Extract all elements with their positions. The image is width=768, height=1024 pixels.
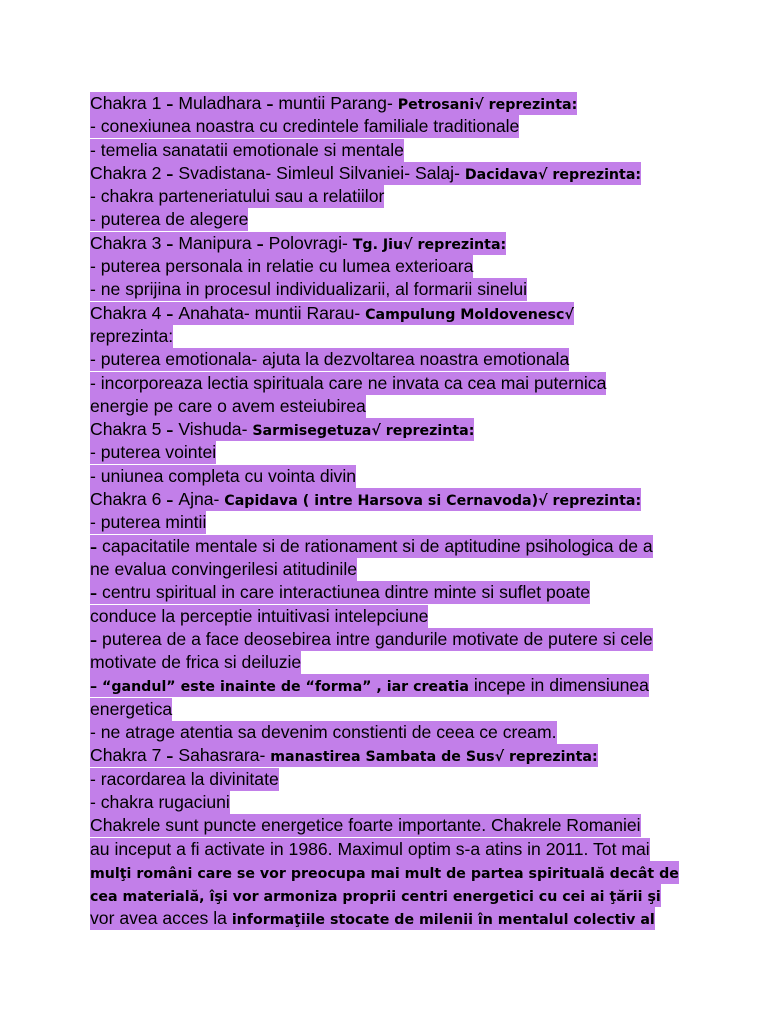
doc-line: [90, 628, 690, 651]
doc-line: [90, 744, 690, 767]
line-highlight: Chakra 6 – Ajna- Capidava ( intre Harsova si Cernavoda)√ reprezinta:: [90, 489, 642, 510]
line-highlight: - chakra parteneriatului sau a relatiilor: [90, 186, 385, 207]
line-highlight: reprezinta:: [90, 325, 174, 346]
line-highlight: conduce la perceptie intuitivasi intelepciune: [90, 605, 429, 626]
doc-line: [90, 651, 690, 674]
line-highlight: cea materială, îşi vor armoniza proprii centri energetici cu cei ai ţării şi: [90, 884, 661, 907]
line-highlight: - incorporeaza lectia spirituala care ne invata ca cea mai puternica: [90, 372, 607, 393]
line-highlight: - puterea mintii: [90, 512, 207, 533]
line-highlight: – puterea de a face deosebirea intre gandurile motivate de putere si cele: [90, 628, 653, 649]
doc-line: [90, 278, 690, 301]
line-highlight: - ne atrage atentia sa devenim constienti de ceea ce cream.: [90, 722, 557, 743]
doc-line: [90, 372, 690, 395]
doc-line: [90, 185, 690, 208]
line-highlight: - racordarea la divinitate: [90, 768, 279, 789]
doc-line: [90, 791, 690, 814]
line-highlight: – centru spiritual in care interactiunea dintre minte si suflet poate: [90, 582, 591, 603]
line-highlight: vor avea acces la informaţiile stocate de milenii în mentalul colectiv al: [90, 908, 655, 929]
doc-line: [90, 907, 690, 930]
doc-line: [90, 302, 690, 325]
doc-line: [90, 418, 690, 441]
doc-line: [90, 115, 690, 138]
line-highlight: - uniunea completa cu vointa divin: [90, 465, 357, 486]
line-highlight: energie pe care o avem esteiubirea: [90, 395, 366, 416]
line-highlight: mulţi români care se vor preocupa mai mult de partea spirituală decât de: [90, 861, 679, 884]
doc-line: [90, 861, 690, 884]
doc-line: [90, 674, 690, 697]
doc-line: [90, 255, 690, 278]
line-highlight: motivate de frica si deiluzie: [90, 652, 302, 673]
doc-line: [90, 465, 690, 488]
doc-line: [90, 605, 690, 628]
doc-line: [90, 208, 690, 231]
line-highlight: - puterea vointei: [90, 442, 217, 463]
doc-line: [90, 162, 690, 185]
line-highlight: ne evalua convingerilesi atitudinile: [90, 558, 358, 579]
doc-line: [90, 139, 690, 162]
doc-line: [90, 768, 690, 791]
doc-line: [90, 325, 690, 348]
line-highlight: - ne sprijina in procesul individualizarii, al formarii sinelui: [90, 279, 528, 300]
line-highlight: - puterea personala in relatie cu lumea exterioara: [90, 256, 474, 277]
line-highlight: Chakra 7 – Sahasrara- manastirea Sambata de Sus√ reprezinta:: [90, 745, 598, 766]
line-highlight: - chakra rugaciuni: [90, 791, 230, 812]
doc-line: [90, 535, 690, 558]
document-body: [90, 92, 690, 931]
line-highlight: – “gandul” este inainte de “forma” , iar creatia incepe in dimensiunea: [90, 675, 649, 696]
doc-line: [90, 441, 690, 464]
line-highlight: energetica: [90, 698, 173, 719]
doc-line: [90, 232, 690, 255]
line-highlight: - conexiunea noastra cu credintele familiale traditionale: [90, 116, 520, 137]
line-highlight: Chakra 4 – Anahata- muntii Rarau- Campulung Moldovenesc√: [90, 302, 574, 323]
doc-line: [90, 838, 690, 861]
doc-line: [90, 884, 690, 907]
line-highlight: Chakra 5 – Vishuda- Sarmisegetuza√ reprezinta:: [90, 419, 475, 440]
doc-line: [90, 395, 690, 418]
doc-line: [90, 488, 690, 511]
line-highlight: - puterea emotionala- ajuta la dezvoltarea noastra emotionala: [90, 349, 570, 370]
doc-line: [90, 348, 690, 371]
doc-line: [90, 92, 690, 115]
line-highlight: - puterea de alegere: [90, 209, 249, 230]
doc-line: [90, 698, 690, 721]
line-highlight: Chakra 1 – Muladhara – muntii Parang- Petrosani√ reprezinta:: [90, 93, 578, 113]
line-highlight: Chakra 3 – Manipura – Polovragi- Tg. Jiu√ reprezinta:: [90, 232, 507, 253]
line-highlight: au inceput a fi activate in 1986. Maximul optim s-a atins in 2011. Tot mai: [90, 838, 650, 859]
line-highlight: Chakra 2 – Svadistana- Simleul Silvaniei- Salaj- Dacidava√ reprezinta:: [90, 162, 642, 183]
line-highlight: – capacitatile mentale si de rationament si de aptitudine psihologica de a: [90, 535, 653, 556]
doc-line: [90, 558, 690, 581]
doc-line: [90, 814, 690, 837]
doc-line: [90, 721, 690, 744]
line-highlight: Chakrele sunt puncte energetice foarte importante. Chakrele Romaniei: [90, 815, 641, 836]
doc-line: [90, 511, 690, 534]
line-highlight: - temelia sanatatii emotionale si mentale: [90, 139, 404, 160]
doc-line: [90, 581, 690, 604]
